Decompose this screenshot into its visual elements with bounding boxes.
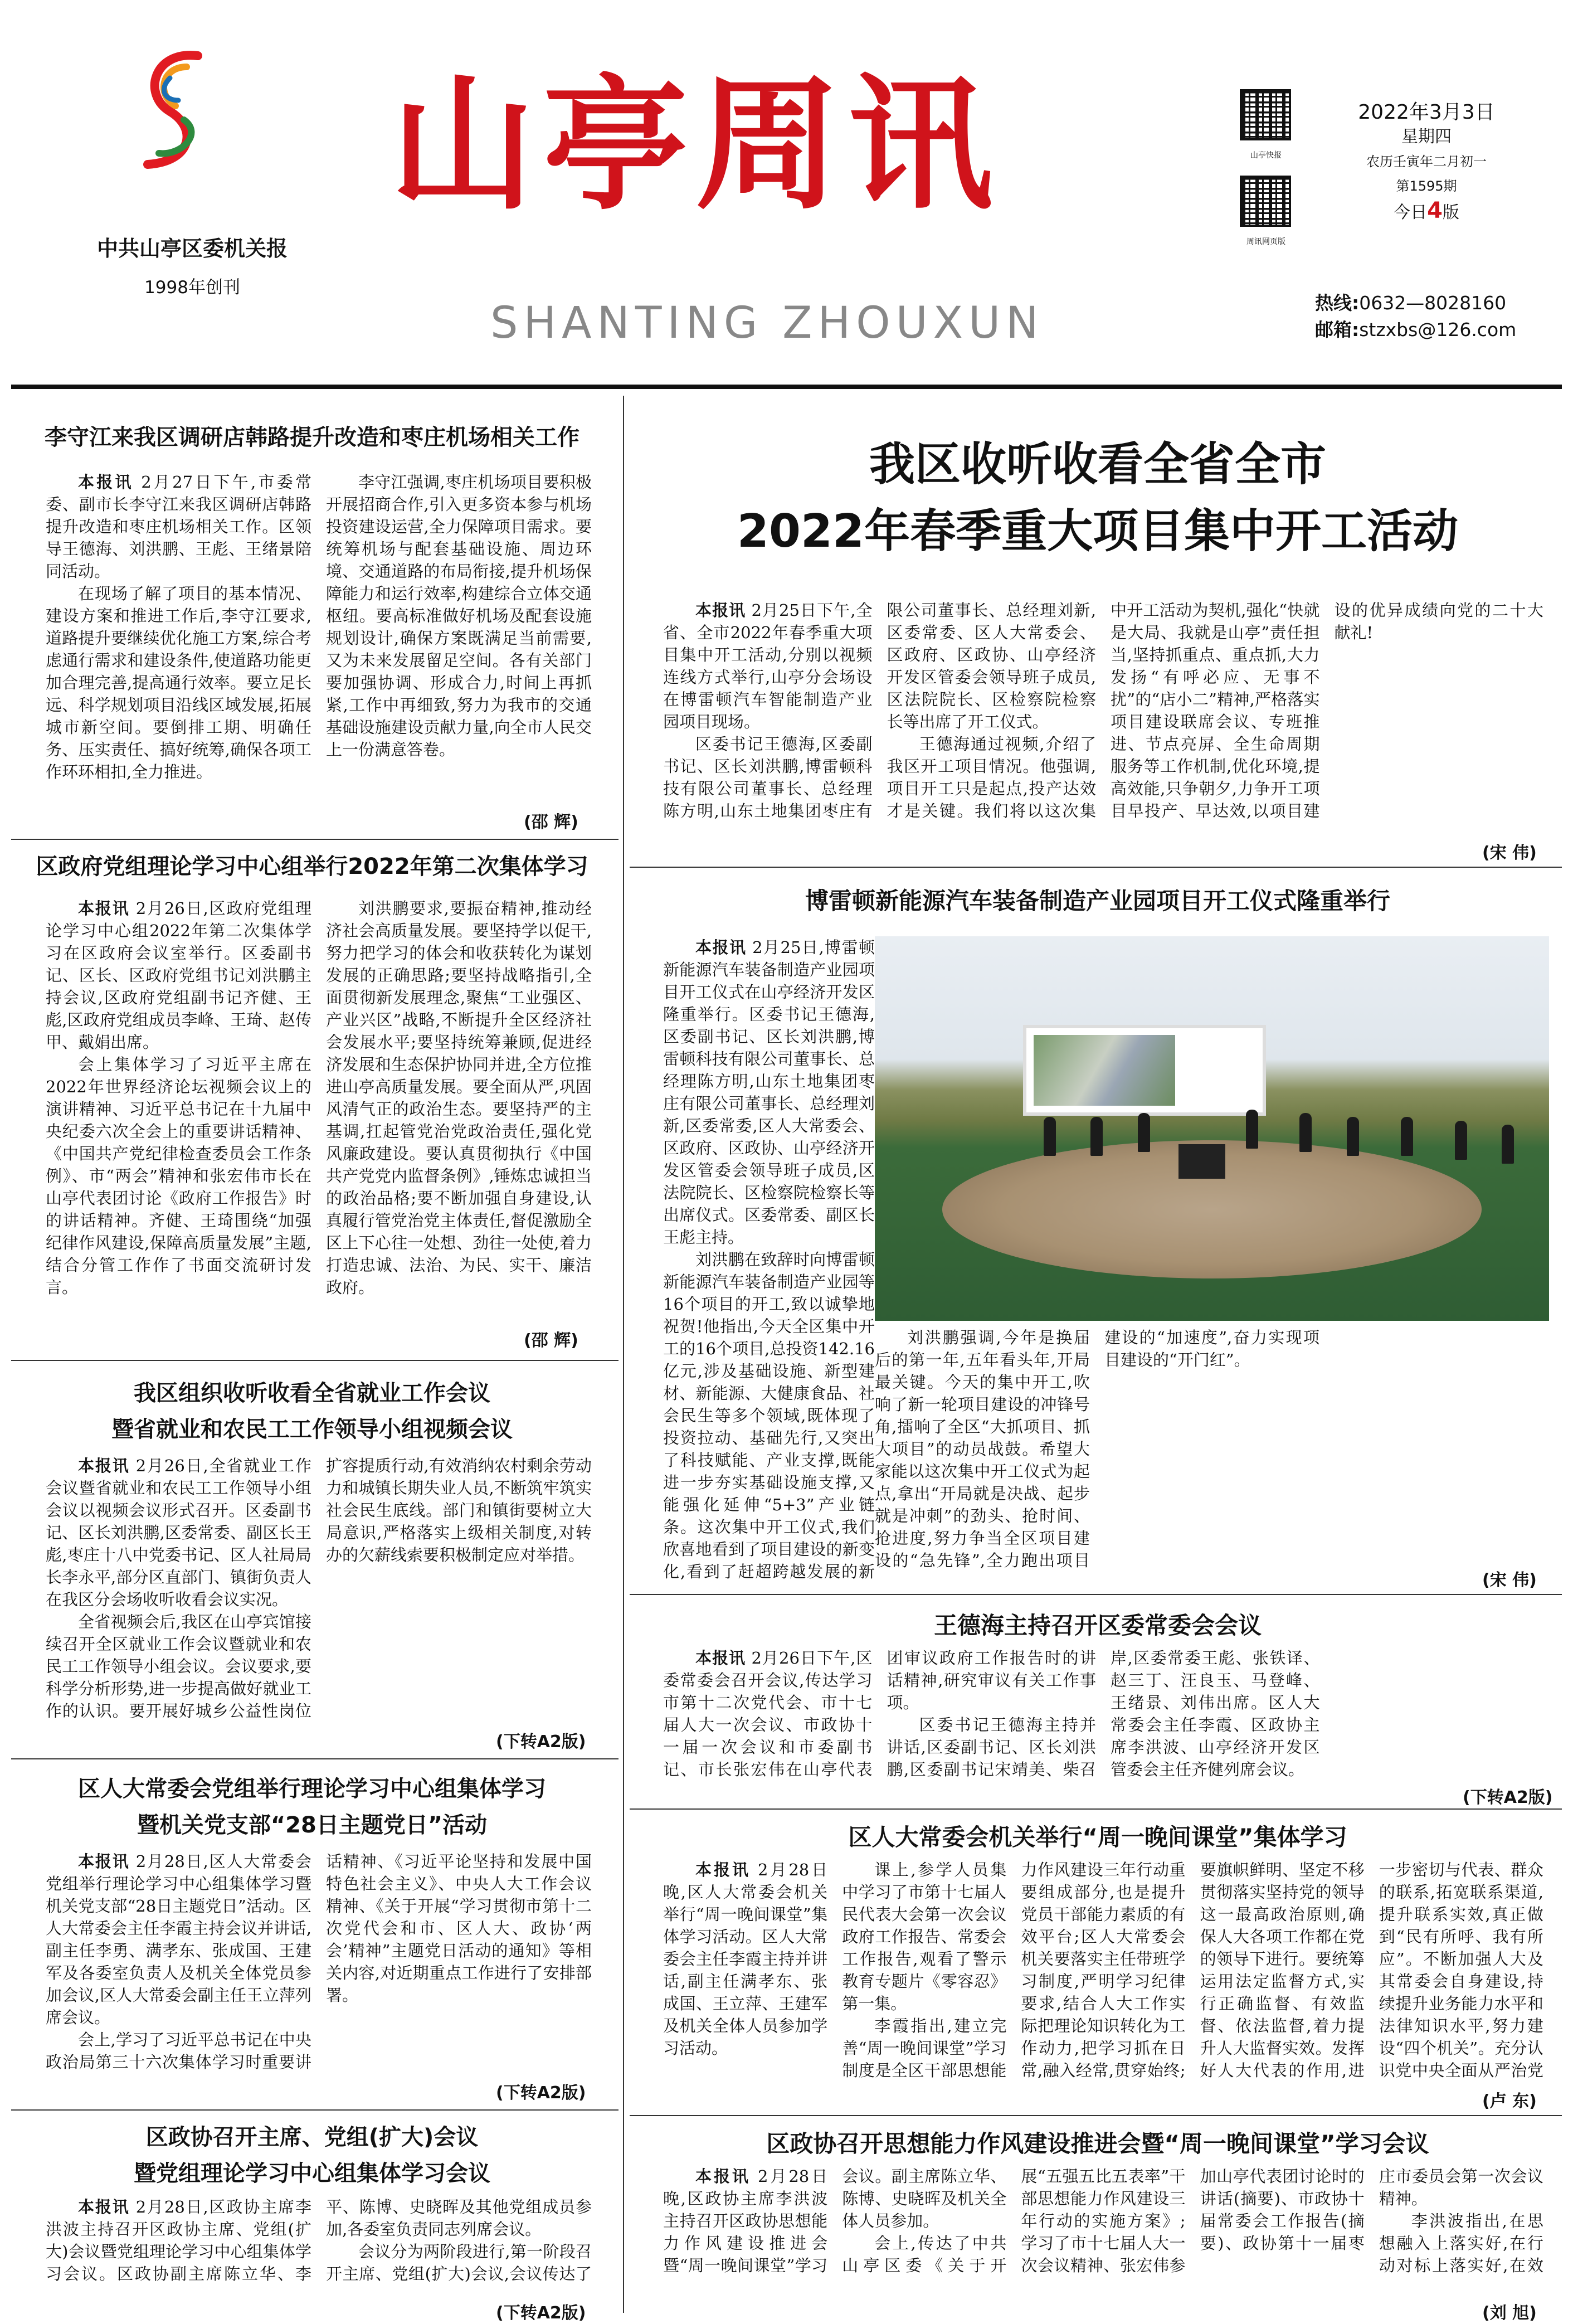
issue-date: 2022年3月3日 (1358, 101, 1495, 124)
qr-code-icon (1240, 89, 1291, 140)
article-body: 本报讯 2月28日晚,区政协主席李洪波主持召开区政协思想能力作风建设推进会暨“周一晚间课堂”学习会议。副主席陈立华、陈博、史晓晖及机关全体人员参加。 会上,传达了中共山亭区委《关于开展“五强五比五表率”干部思想能力作风建设三年行动的实施方案》;学习了市十七届人大一次会议精神、张宏伟参加山亭代表团讨论时的讲话(摘要)、市政协十届常委会工作报告(摘要)、政协第十一届枣庄市委员会第一次会议精神。 李洪波指出,在思想融入上落实好,在行动对标上落实好,在效 (663, 2167, 1543, 2275)
participant (1401, 1117, 1413, 1156)
masthead-rule (11, 385, 1562, 389)
email: 邮箱:stzxbs@126.com (1315, 319, 1517, 341)
article-title: 区政协召开思想能力作风建设推进会暨“周一晚间课堂”学习会议 (766, 2130, 1429, 2157)
article-title: 博雷顿新能源汽车装备制造产业园项目开工仪式隆重举行 (805, 887, 1390, 915)
issue-number: 第1595期 (1396, 178, 1457, 194)
qr-code-icon (1240, 176, 1291, 227)
article-author: (刘 旭) (1482, 2303, 1537, 2323)
org-name: 中共山亭区委机关报 (96, 236, 288, 261)
divider (630, 867, 1562, 868)
divider (11, 1360, 619, 1361)
divider (630, 2115, 1562, 2116)
participant (1299, 1113, 1312, 1152)
article-body: 本报讯 2月26日,区政府党组理论学习中心组2022年第二次集体学习在区政府会议室举行。区委副书记、区长、区政府党组书记刘洪鹏主持会议,区政府党组副书记齐健、王彪,区政府党组成员李峰、王琦、赵传甲、戴娟出席。 会上集体学习了习近平主席在2022年世界经济论坛视频会议上的演讲精神、习近平总书记在十九届中央纪委六次全会上的重要讲话精神、《中国共产党纪律检查委员会工作条例》、市“两会”精神和张宏伟市长在山亭代表团讨论《政府工作报告》时的讲话精神。齐健、王琦围绕“加强纪律作风建设,保障高质量发展”主题,结合分管工作作了书面交流研讨发言。 刘洪鹏要求,要振奋精神,推动经济社会高质量发展。要坚持学以促干,努力把学习的体会和收获转化为谋划发展的正确思路;要坚持战略指引,全面贯彻新发展理念,聚焦“工业强区、产业兴区”战略,不断提升全区经济社会发展水平;要坚持统筹兼顾,促进经济发展和生态保护协同并进,全方位推进山亭高质量发展。要全面从严,巩固风清气正的政治生态。要坚持严的主基调,扛起管党治党政治责任,强化党风廉政建设。要认真贯彻执行《中国共产党党内监督条例》,锤炼忠诚担当的政治品格;要不断加强自身建设,认真履行管党治党主体责任,督促激励全区上下心往一处想、劲往一处使,着力打造忠诚、法治、为民、实干、廉洁政府。 (46, 899, 592, 1297)
article-body: 本报讯 2月28日,区政协主席李洪波主持召开区政协主席、党组(扩大)会议暨党组理论学习中心组集体学习会议。区政协副主席陈立华、李平、陈博、史晓晖及其他党组成员参加,各委室负责同志列席会议。 会议分为两阶段进行,第一阶段召开主席、党组(扩大)会议,会议传达了 (46, 2197, 592, 2283)
aerial-rendering (1034, 1035, 1175, 1106)
continued-link[interactable]: (下转A2版) (496, 1732, 586, 1752)
masthead (0, 0, 1573, 385)
article-subtitle: 暨机关党支部“28日主题党日”活动 (137, 1812, 488, 1838)
participant (1090, 1117, 1103, 1156)
participant (1502, 1125, 1514, 1164)
paper-pinyin: SHANTING ZHOUXUN (490, 298, 1044, 348)
participant (1138, 1113, 1150, 1152)
lead-body: 本报讯 2月25日下午,全省、全市2022年春季重大项目集中开工活动,分别以视频连线方式举行,山亭分会场设在博雷顿汽车智能制造产业园项目现场。 区委书记王德海,区委副书记、区长刘洪鹏,博雷顿科技有限公司董事长、总经理陈方明,山东土地集团枣庄有限公司董事长、总经理刘新,区委常委、区人大常委会、区政府、区政协、山亭经济开发区管委会领导班子成员,区法院院长、区检察院检察长等出席了开工仪式。 王德海通过视频,介绍了我区开工项目情况。他强调,项目开工只是起点,投产达效才是关键。我们将以这次集中开工活动为契机,强化“快就是大局、我就是山亭”责任担当,坚持抓重点、重点抓,大力发扬“有呼必应、无事不扰”的“店小二”精神,严格落实项目建设联席会议、专班推进、节点亮屏、全生命周期服务等工作机制,优化环境,提高效能,只争朝夕,力争开工项目早投产、早达效,以项目建设的优异成绩向党的二十大献礼! (663, 601, 1543, 820)
article-title: 王德海主持召开区委常委会会议 (933, 1612, 1262, 1639)
participant (1347, 1117, 1359, 1156)
article-body: 本报讯 2月28日晚,区人大常委会机关举行“周一晚间课堂”集体学习活动。区人大常委会主任李霞主持并讲话,副主任满孝东、张成国、王立萍、王建军及机关全体人员参加学习活动。 课上,参学人员集中学习了市第十七届人民代表大会第一次会议政府工作报告、常委会工作报告,观看了警示教育专题片《零容忍》第一集。 李霞指出,建立完善“周一晚间课堂”学习制度是全区干部思想能力作风建设三年行动重要组成部分,也是提升党员干部能力素质的有效平台;区人大常委会机关要落实主任带班学习制度,严明学习纪律要求,结合人大工作实际把理论知识转化为工作动力,把学习抓在日常,融入经常,贯穿始终;要旗帜鲜明、坚定不移贯彻落实坚持党的领导这一最高政治原则,确保人大各项工作都在党的领导下进行。要统筹运用法定监督方式,实行正确监督、有效监督、依法监督,着力提升人大监督实效。发挥好人大代表的作用,进一步密切与代表、群众的联系,拓宽联系渠道,提升联系实效,真正做到“民有所呼、我有所应”。不断加强人大及其常委会自身建设,持续提升业务能力水平和法律知识水平,努力建设“四个机关”。充分认识党中央全面从严治党 (663, 1860, 1543, 2080)
qr-label-kuaibao: 山亭快报 (1250, 151, 1282, 160)
article-author: (卢 东) (1482, 2092, 1537, 2111)
party-logo-icon (131, 45, 220, 173)
article-author: (宋 伟) (1482, 1571, 1537, 1590)
article-author: (邵 辉) (524, 1331, 578, 1350)
hotline: 热线:0632—8028160 (1315, 292, 1507, 314)
participant (1044, 1117, 1056, 1156)
continued-link[interactable]: (下转A2版) (1463, 1788, 1553, 1807)
page-count: 今日4版 (1394, 198, 1459, 223)
weekday: 星期四 (1401, 127, 1452, 147)
divider (11, 2109, 619, 2111)
divider (11, 1758, 619, 1759)
paper-title: 山亭周讯 (390, 60, 1001, 230)
article-subtitle: 暨省就业和农民工工作领导小组视频会议 (111, 1417, 513, 1442)
article-body: 刘洪鹏强调,今年是换届后的第一年,五年看头年,开局最关键。今天的集中开工,吹响了新一轮项目建设的冲锋号角,擂响了全区“大抓项目、抓大项目”的动员战鼓。希望大家能以这次集中开工仪式为起点,拿出“开局就是决战、起步就是冲刺”的劲头、抢时间、抢进度,努力争当全区项目建设的“急先锋”,全力跑出项目建设的“加速度”,奋力实现项目建设的“开门红”。 (875, 1328, 1319, 1570)
article-body: 本报讯 2月26日下午,区委常委会召开会议,传达学习市第十二次党代会、市十七届人大一次会议、市政协十一届一次会议和市委副书记、市长张宏伟在山亭代表团审议政府工作报告时的讲话精神,研究审议有关工作事项。 区委书记王德海主持并讲话,区委副书记、区长刘洪鹏,区委副书记宋靖美、柴召岸,区委常委王彪、张铁译、赵三丁、汪良玉、马登峰、王绪景、刘伟出席。区人大常委会主任李霞、区政协主席李洪波、山亭经济开发区管委会主任齐健列席会议。 (663, 1649, 1320, 1779)
divider (630, 1594, 1562, 1595)
contact-block (1315, 290, 1516, 343)
article-author: (邵 辉) (524, 813, 578, 832)
participant (1455, 1121, 1467, 1160)
article-subtitle: 暨党组理论学习中心组集体学习会议 (134, 2161, 490, 2186)
founded-year: 1998年创刊 (144, 278, 240, 298)
lunar-date: 农历壬寅年二月初一 (1366, 154, 1487, 169)
article-title: 区人大常委会机关举行“周一晚间课堂”集体学习 (848, 1824, 1347, 1851)
project-billboard (1023, 1025, 1266, 1116)
foundation-stone (1178, 1144, 1226, 1179)
groundbreaking-photo (875, 936, 1549, 1321)
article-body: 本报讯 2月26日,全省就业工作会议暨省就业和农民工工作领导小组会议以视频会议形式召开。区委副书记、区长刘洪鹏,区委常委、副区长王彪,枣庄十八中党委书记、区人社局局长李永平,部分区直部门、镇街负责人在我区分会场收听收看会议实况。 全省视频会后,我区在山亭宾馆接续召开全区就业工作会议暨就业和农民工工作领导小组会议。会议要求,要科学分析形势,进一步提高做好就业工作的认识。要开展好城乡公益性岗位扩容提质行动,有效消纳农村剩余劳动力和城镇长期失业人员,不断筑牢筑实社会民生底线。部门和镇街要树立大局意识,严格落实上级相关制度,对转办的欠薪线索要积极制定应对举措。 (46, 1456, 592, 1720)
article-title: 区人大常委会党组举行理论学习中心组集体学习 (78, 1776, 546, 1802)
article-author: (宋 伟) (1482, 843, 1537, 863)
article-title: 李守江来我区调研店韩路提升改造和枣庄机场相关工作 (45, 425, 579, 450)
article-body: 本报讯 2月27日下午,市委常委、副市长李守江来我区调研店韩路提升改造和枣庄机场相关工作。区领导王德海、刘洪鹏、王彪、王绪景陪同活动。 在现场了解了项目的基本情况、建设方案和推进工作后,李守江要求,道路提升要继续优化施工方案,综合考虑通行需求和建设条件,使道路功能更加合理完善,提高通行效率。要立足长远、科学规划项目沿线区域发展,拓展城市新空间。要倒排工期、明确任务、压实责任、搞好统筹,确保各项工作环环相扣,全力推进。 李守江强调,枣庄机场项目要积极开展招商合作,引入更多资本参与机场投资建设运营,全力保障项目需求。要统筹机场与配套基础设施、周边环境、交通道路的布局衔接,提升机场保障能力和运行效率,构建综合立体交通枢纽。要高标准做好机场及配套设施规划设计,确保方案既满足当前需要,又为未来发展留足空间。各有关部门要加强协调、形成合力,时间上再抓紧,工作中再细致,努力为我市的交通基础设施建设贡献力量,向全市人民交上一份满意答卷。 (46, 473, 592, 781)
participant (1246, 1110, 1258, 1149)
article-title: 区政协召开主席、党组(扩大)会议 (145, 2124, 479, 2150)
lead-subtitle: 2022年春季重大项目集中开工活动 (737, 505, 1459, 558)
continued-link[interactable]: (下转A2版) (496, 2303, 586, 2323)
divider (11, 839, 619, 840)
article-body: 本报讯 2月28日,区人大常委会党组举行理论学习中心组集体学习暨机关党支部“28日主题党日”活动。区人大常委会主任李霞主持会议并讲话,副主任李勇、满孝东、张成国、王建军及各委室负责人及机关全体党员参加会议,区人大常委会副主任王立萍列席会议。 会上,学习了习近平总书记在中央政治局第三十六次集体学习时重要讲话精神、《习近平论坚持和发展中国特色社会主义》、中央人大工作会议精神、《关于开展“学习贯彻市第十二次党代会和市、区人大、政协‘两会’精神”主题党日活动的通知》等相关内容,对近期重点工作进行了安排部署。 (46, 1852, 592, 2072)
lead-title: 我区收听收看全省全市 (869, 438, 1326, 491)
date-block (1332, 100, 1521, 225)
article-title: 区政府党组理论学习中心组举行2022年第二次集体学习 (36, 854, 588, 879)
divider (630, 1808, 1562, 1810)
continued-link[interactable]: (下转A2版) (496, 2083, 586, 2103)
article-title: 我区组织收听收看全省就业工作会议 (134, 1380, 490, 1406)
article-body: 本报讯 2月25日,博雷顿新能源汽车装备制造产业园项目开工仪式在山亭经济开发区隆重举行。区委书记王德海,区委副书记、区长刘洪鹏,博雷顿科技有限公司董事长、总经理陈方明,山东土地集团枣庄有限公司董事长、总经理刘新,区委常委,区人大常委会、区政府、区政协、山亭经济开发区管委会领导班子成员,区法院院长、区检察院检察长等出席仪式。区委常委、副区长王彪主持。 刘洪鹏在致辞时向博雷顿新能源汽车装备制造产业园等16个项目的开工,致以诚挚地祝贺!他指出,今天全区集中开工的16个项目,总投资142.16亿元,涉及基础设施、新型建材、新能源、大健康食品、社会民生等多个领域,既体现了投资拉动、基础先行,又突出了科技赋能、产业支撑,既能进一步夯实基础设施支撑,又能强化延伸“5+3”产业链条。这次集中开工仪式,我们欣喜地看到了项目建设的新变化,看到了赶超跨越发展的新 (663, 938, 875, 1581)
qr-label-web: 周讯网页版 (1246, 237, 1285, 246)
column-divider (623, 396, 624, 2313)
